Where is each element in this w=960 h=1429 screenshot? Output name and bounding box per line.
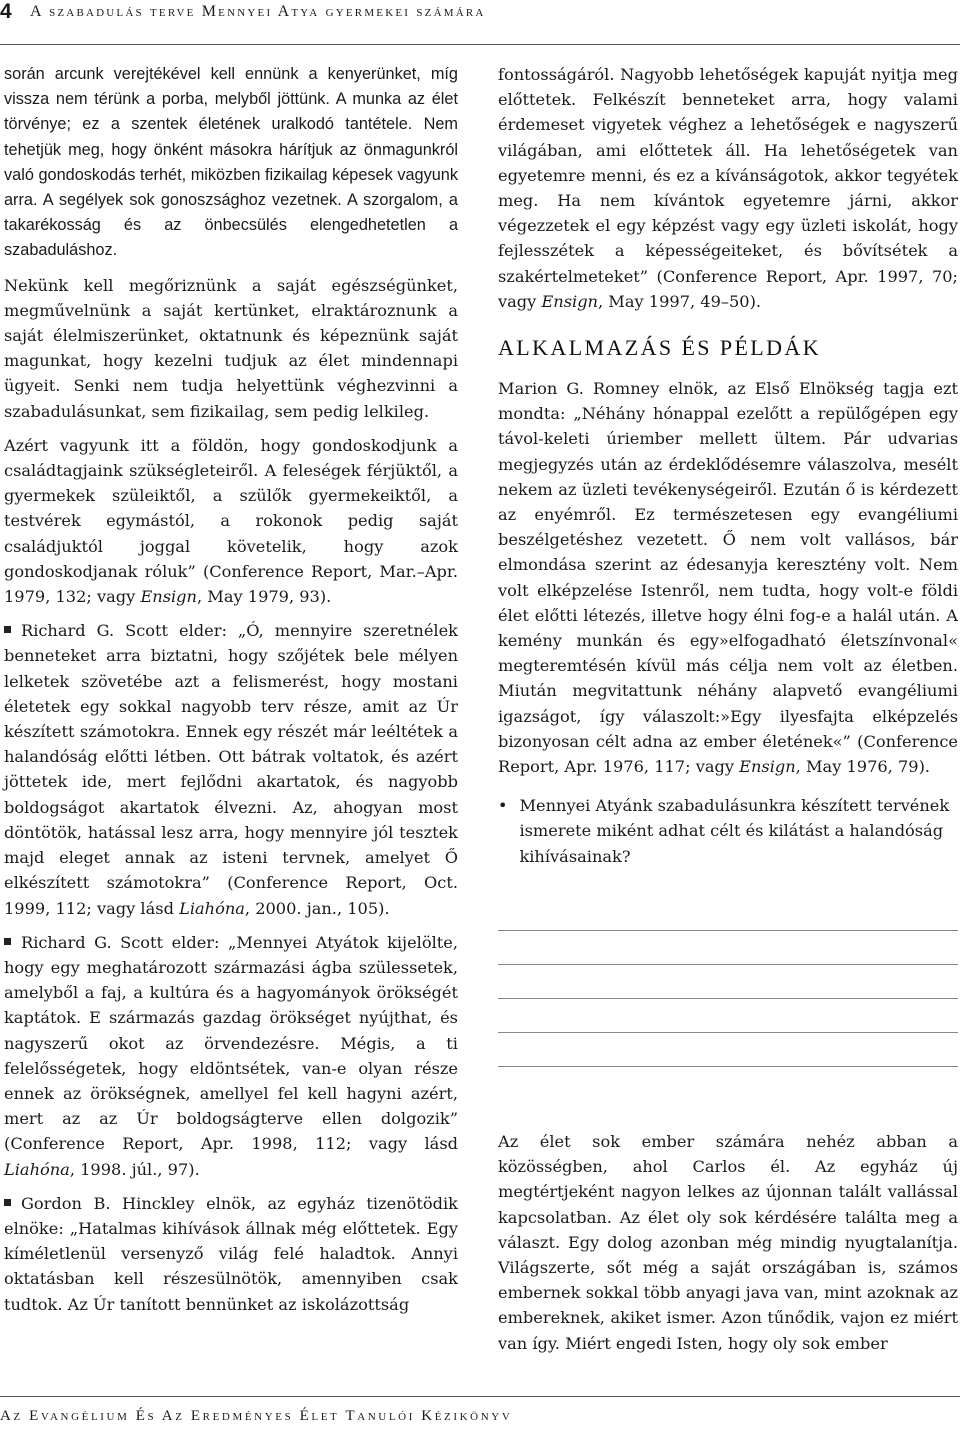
answer-lines xyxy=(498,930,958,1100)
answer-line xyxy=(498,930,958,931)
paragraph: Nekünk kell megőriznünk a saját egészségünket, megművelnünk a saját kertünket, elraktároznunk a saját élelmiszerünket, oktatnunk és képeznünk saját magunkat, hogy kezelni tudjuk az élet mindennapi ügyeit. Senki nem tudja helyettünk véghezvinni a szabadulásunkat, sem fizikailag, sem pedig lelkileg. xyxy=(4,275,458,421)
paragraph: Marion G. Romney elnök, az Első Elnökség tagja ezt mondta: „Néhány hónappal ezelőtt a repülőgépen egy távol-keleti úriember mellett ültem. Pár udvarias megjegyzés után az érdeklődésemre válaszolva, mesélt nekem az üzleti tevékenységeiről. Ezután ő is kérdezett az enyémről. Ez természetesen egy evangéliumi beszélgetéshez vezetett. Ő nem volt vallásos, bár elmondása szerint az édesanyja keresztény volt. Nem volt elképzelése Istenről, nem tudta, hogy volt-e földi élet előtti létezés, illetve hogy élni fog-e a halál után. A kemény munkán és egy»elfogadható életszínvonal« megteremtésén kívül más célja nem volt az életben. Miután megvitattunk néhány alapvető evangéliumi igazságot, így válaszolt:»Egy ilyesfajta elképzelés bizonyosan célt adna az ember életének«” (Conference Report, Apr. 1976, 117; vagy Ensign, May 1976, 79). xyxy=(498,379,958,777)
square-bullet-icon xyxy=(4,938,11,945)
running-head: A szabadulás terve Mennyei Atya gyermekei számára xyxy=(30,3,486,20)
quote-item: Gordon B. Hinckley elnök, az egyház tizenötödik elnöke: „Hatalmas kihívások állnak még előttetek. Egy kíméletlenül versenyző világ felé haladtok. Annyi oktatásban kell részesülnötök, amennyiben csak tudtok. Az Úr tanított bennünket az iskolázottság xyxy=(4,1193,458,1314)
quote-item: Richard G. Scott elder: „Mennyei Atyátok kijelölte, hogy egy meghatározott származási ágba szülessetek, amelyből a faj, a kultúra és a hagyományok örökségét kaptátok. E származás gazdag örökséget nyújthat, és nagyszerű okot az örvendezésre. Mégis, a ti felelősségetek, hogy eldöntsétek, van-e olyan része ennek az örökségnek, amellyel fel kell hagyni azért, mert az az Úr boldogságterve ellen dolgozik” (Conference Report, Apr. 1998, 112; vagy lásd Liahóna, 1998. júl., 97). xyxy=(4,932,458,1179)
right-column xyxy=(498,62,958,869)
quote-item: Richard G. Scott elder: „Ó, mennyire szeretnélek benneteket arra biztatni, hogy szőjétek bele mélyen lelketek szövetébe azt a felismerést, hogy mostani életetek egy sokkal nagyobb terv része, amit az Úr készített számotokra. Ennek egy részét már leéltétek a halandóság előtti létben. Ott bátrak voltatok, és azért jöttetek ide, mert fejlődni akartatok, és nagyobb boldogságot akartatok élvezni. Az, ahogyan most döntötök, hatással lesz arra, hogy mennyire jól tesztek majd eleget annak az isteni tervnek, amelyet Ő elkészített számotokra” (Conference Report, Oct. 1999, 112; vagy lásd Liahóna, 2000. jan., 105). xyxy=(4,621,458,918)
answer-line xyxy=(498,998,958,999)
section-heading: ALKALMAZÁS ÉS PÉLDÁK xyxy=(498,335,821,361)
bullet-icon: • xyxy=(498,796,508,816)
page-number: 4 xyxy=(0,0,12,23)
paragraph: fontosságáról. Nagyobb lehetőségek kapuját nyitja meg előttetek. Felkészít benneteket arra, hogy valami érdemeset vigyetek véghez a lehetőségek e nagyszerű világában, ami előttetek áll. Ha lehetőségetek van egyetemre menni, és ez a kívánságotok, akkor tegyétek meg. Ha nem kívántok egyetemre járni, akkor végezzetek el egy képzést vagy egy üzleti iskolát, hogy fejlesszétek a képességeiteket, és bővítsétek a szakértelmeteket” (Conference Report, Apr. 1997, 70; vagy Ensign, May 1997, 49–50). xyxy=(498,65,958,311)
paragraph: során arcunk verejtékével kell ennünk a kenyerünket, míg vissza nem térünk a porba, melyből jöttünk. A munka az élet törvénye; ez a szentek életének uralkodó tantétele. Nem tehetjük meg, hogy önként másokra hárítjuk az önmagunkról való gondoskodás terhét, miközben fizikailag képesek vagyunk arra. A segélyek sok gonoszsághoz vezetnek. A szorgalom, a takarékosság és az önbecsülés elengedhetetlen a szabaduláshoz. xyxy=(4,65,458,260)
left-column xyxy=(4,62,458,1326)
page-header xyxy=(0,0,960,45)
running-foot: Az Evangélium És Az Eredményes Élet Tanulói Kézikönyv xyxy=(0,1408,513,1424)
square-bullet-icon xyxy=(4,626,11,633)
discussion-question: • Mennyei Atyánk szabadulásunkra készített tervének ismerete miként adhat célt és kilátást a halandóság kihívásainak? xyxy=(498,793,958,869)
paragraph: Az élet sok ember számára nehéz abban a közösségben, ahol Carlos él. Az egyház új megtértjeként nagyon lelkes az újonnan talált vallással kapcsolatban. Az élet oly sok kérdésére találta meg a választ. Egy dolog azonban még mindig nyugtalanítja. Világszerte, sőt még a saját országában is, számos embernek sokkal több anyagi java van, mint azoknak az embereknek, akiket ismer. Azon tűnődik, vajon ez miért van így. Miért engedi Isten, hogy oly sok ember xyxy=(498,1132,958,1353)
answer-line xyxy=(498,1066,958,1067)
paragraph: Azért vagyunk itt a földön, hogy gondoskodjunk a családtagjaink szükségleteiről. A feleségek férjüktől, a gyermekek szüleiktől, a szülők gyermekeiktől, a testvérek egymástól, a rokonok pedig saját családjuktól joggal követelik, hogy azok gondoskodjanak róluk” (Conference Report, Mar.–Apr. 1979, 132; vagy Ensign, May 1979, 93). xyxy=(4,435,458,607)
closing-section xyxy=(498,1129,958,1365)
answer-line xyxy=(498,964,958,965)
page-footer xyxy=(0,1396,960,1429)
square-bullet-icon xyxy=(4,1199,11,1206)
answer-line xyxy=(498,1032,958,1033)
